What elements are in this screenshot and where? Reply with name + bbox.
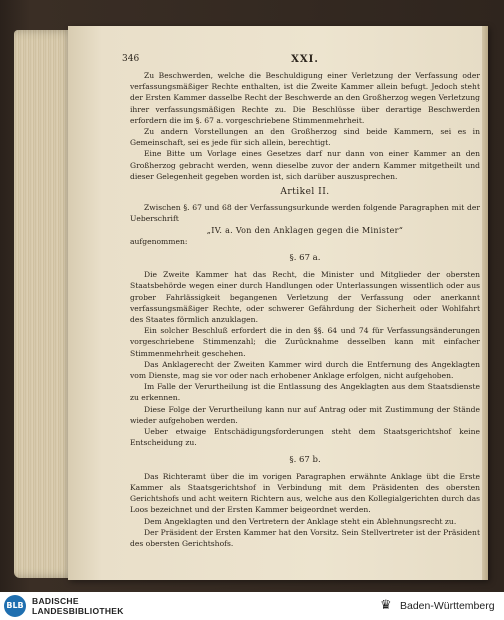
page-edges — [14, 30, 76, 578]
lions-crest-icon: ♛ — [380, 598, 392, 613]
paragraph: Zu andern Vorstellungen an den Großherzog sind beide Kammern, sei es in Gemeinschaft, sei es jede für sich allein, berechtigt. — [130, 127, 480, 148]
document-page — [68, 26, 488, 580]
article-heading: Artikel II. — [280, 187, 330, 198]
aufgenommen-line: aufgenommen: — [130, 236, 188, 246]
section-title-quote: „IV. a. Von den Anklagen gegen die Minister“ — [206, 225, 404, 235]
paragraph: Ueber etwaige Entschädigungsforderungen steht dem Staatsgerichtshof keine Entscheidung zu. — [130, 427, 480, 448]
page-number: 346 — [122, 54, 140, 64]
paragraph: Ein solcher Beschluß erfordert die in den §§. 64 und 74 für Verfassungsänderungen vorgeschriebene Stimmenzahl; die Zurücknahme desselben kann mit einfacher Stimmenmehrheit geschehen. — [130, 326, 480, 358]
article-intro: Zwischen §. 67 und 68 der Verfassungsurkunde werden folgende Paragraphen mit der Ueberschrift — [130, 203, 480, 224]
paragraph: Im Falle der Verurtheilung ist die Entlassung des Angeklagten aus dem Staatsdienste zu erkennen. — [130, 382, 480, 403]
state-name[interactable]: Baden-Württemberg — [400, 600, 495, 612]
paragraph: Eine Bitte um Vorlage eines Gesetzes darf nur dann von einer Kammer an den Großherzog gebracht werden, wenn dieselbe zuvor der andern Kammer mitgetheilt und dieser Gelegenheit gegeben worden ist, sich darüber auszusprechen. — [130, 149, 480, 181]
section-heading-67b: §. 67 b. — [289, 454, 321, 465]
paragraph: Dem Angeklagten und den Vertretern der Anklage steht ein Ablehnungsrecht zu. — [144, 516, 457, 526]
paragraph: Die Zweite Kammer hat das Recht, die Minister und Mitglieder der obersten Staatsbehörde wegen einer durch Handlungen oder Unterlassungen wissentlich oder aus grober Fahrlässigkeit begangenen Verletzung der Verfassung oder anerkannt verfassungsmäßiger Rechte, oder schwerer Gefährdung der Sicherheit oder Wohlfahrt des Staates förmlich anzuklagen. — [130, 270, 480, 325]
section-heading-67a: §. 67 a. — [289, 253, 321, 264]
blb-logo-icon[interactable]: BLB — [4, 595, 26, 617]
paragraph: Das Richteramt über die im vorigen Paragraphen erwähnte Anklage übt die Erste Kammer als Staatsgerichtshof in Verbindung mit dem Präsidenten des obersten Gerichtshofs und acht weitern Richtern aus, welche aus den Kollegialgerichten durch das Loos bezeichnet und der Ersten Kammer beigeordnet werden. — [130, 471, 480, 515]
paragraph: Der Präsident der Ersten Kammer hat den Vorsitz. Sein Stellvertreter ist der Präsident des obersten Gerichtshofs. — [130, 527, 480, 548]
viewer-footer — [0, 592, 504, 620]
library-name-line2: LANDESBIBLIOTHEK — [32, 606, 124, 616]
chapter-heading: XXI. — [291, 54, 319, 65]
page-content — [122, 54, 480, 549]
library-name-line1: BADISCHE — [32, 596, 79, 606]
paragraph: Das Anklagerecht der Zweiten Kammer wird durch die Entfernung des Angeklagten vom Dienste, mag sie vor oder nach erhobener Anklage erfolgen, nicht aufgehoben. — [130, 359, 480, 381]
library-name[interactable] — [32, 596, 124, 616]
page-edge-right — [482, 26, 488, 580]
paragraph: Diese Folge der Verurtheilung kann nur auf Antrag oder mit Zustimmung der Stände wieder aufgehoben werden. — [130, 404, 480, 425]
paragraph: Zu Beschwerden, welche die Beschuldigung einer Verletzung der Verfassung oder verfassungsmäßiger Rechte enthalten, ist die Zweite Kammer allein befugt. Jedoch steht der Ersten Kammer dasselbe Recht der Beschwerde an den Großherzog wegen Verletzung ihrer verfassungsmäßigen Rechte zu. Die Beschlüsse über derartige Beschwerden erfordern die im §. 67 a. vorgeschriebene Stimmenmehrheit. — [130, 71, 480, 125]
page-header — [122, 54, 480, 70]
